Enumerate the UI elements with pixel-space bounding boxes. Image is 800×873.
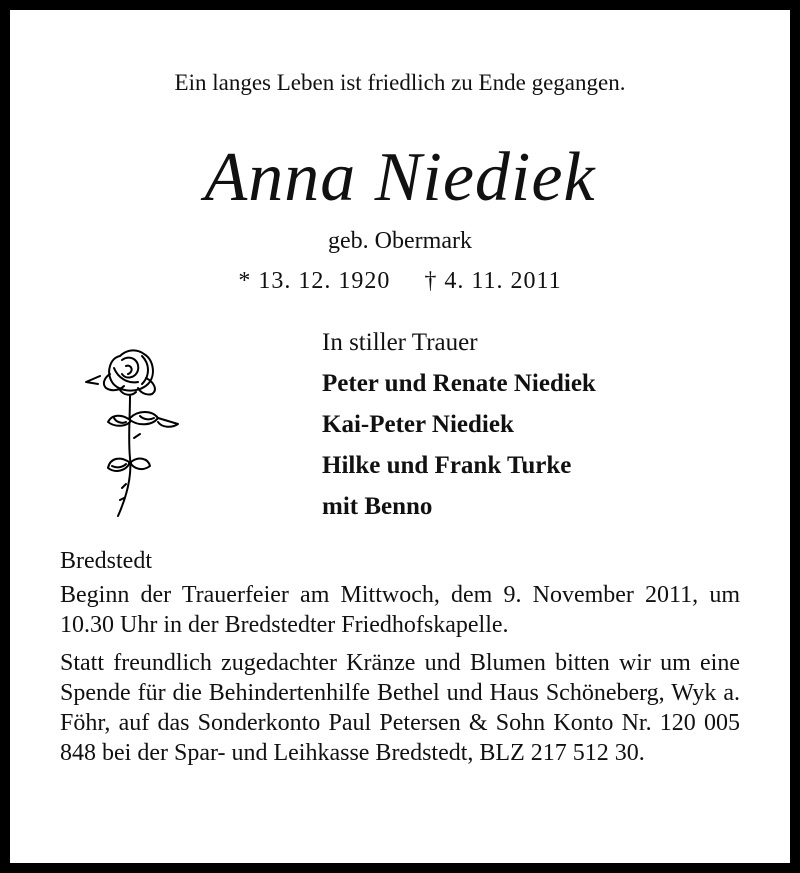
mourner-line: Peter und Renate Niediek	[322, 370, 596, 397]
life-dates	[10, 268, 790, 295]
maiden-name: geb. Obermark	[328, 228, 472, 254]
death-date: † 4. 11. 2011	[424, 268, 562, 294]
mourner-line: Hilke und Frank Turke	[322, 452, 572, 479]
mourners-block	[322, 322, 596, 527]
motto: Ein langes Leben ist friedlich zu Ende gegangen.	[174, 70, 626, 95]
deceased-name: Anna Niediek	[204, 139, 596, 216]
birth-date: * 13. 12. 1920	[238, 268, 391, 294]
donation-request: Statt freundlich zugedachter Kränze und Blumen bitten wir um eine Spende für die Behindertenhilfe Bethel und Haus Schöneberg, Wyk a. Föhr, auf das Sonderkonto Paul Petersen & Sohn Konto Nr. 120 005 848 bei der Spar- und Leihkasse Bredstedt, BLZ 217 512 30.	[60, 650, 740, 766]
mourner-line: mit Benno	[322, 493, 433, 520]
rose-icon	[80, 338, 190, 520]
notice-body	[60, 546, 740, 776]
mourners-intro: In stiller Trauer	[322, 329, 478, 356]
mourner-line: Kai-Peter Niediek	[322, 411, 514, 438]
place-name: Bredstedt	[60, 548, 152, 574]
ceremony-info: Beginn der Trauerfeier am Mittwoch, dem 9. November 2011, um 10.30 Uhr in der Bredstedter Friedhofskapelle.	[60, 582, 740, 638]
